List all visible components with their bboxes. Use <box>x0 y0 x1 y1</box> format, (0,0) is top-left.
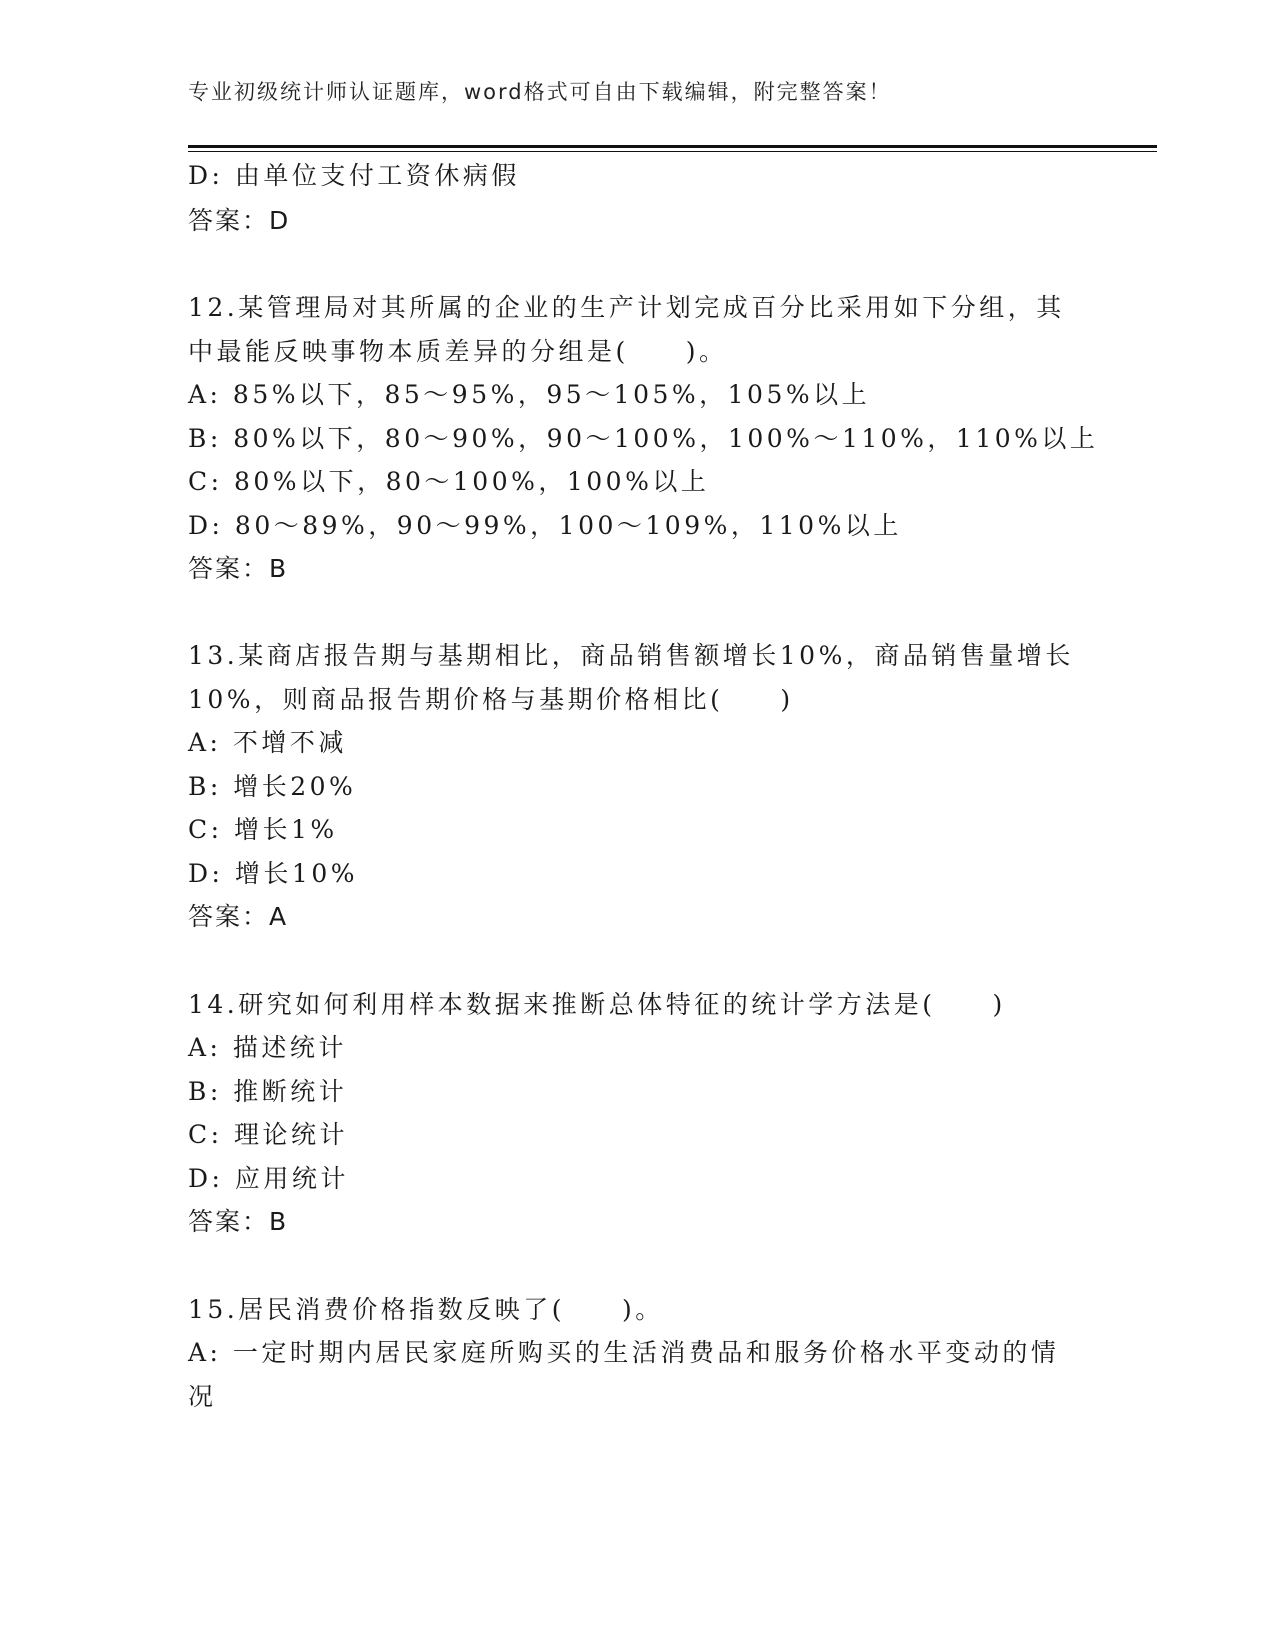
q13-option-c: C: 增长1% <box>188 815 338 844</box>
q15-text-line1: 15.居民消费价格指数反映了( )。 <box>188 1295 664 1324</box>
header-rule-thick <box>188 145 1157 148</box>
q13-option-a: A: 不增不减 <box>188 728 347 757</box>
q12-option-b: B: 80%以下，80～90%，90～100%，100%～110%，110%以上 <box>188 424 1099 453</box>
q14-answer: 答案：B <box>188 1207 289 1236</box>
prev-answer: 答案：D <box>188 206 291 235</box>
q14-option-b: B: 推断统计 <box>188 1077 348 1106</box>
q15-option-a-line1: A: 一定时期内居民家庭所购买的生活消费品和服务价格水平变动的情 <box>188 1338 1060 1367</box>
q13-text-line1: 13.某商店报告期与基期相比，商品销售额增长10%，商品销售量增长 <box>188 641 1074 670</box>
prev-option-d: D: 由单位支付工资休病假 <box>188 161 520 190</box>
q12-option-d: D: 80～89%，90～99%，100～109%，110%以上 <box>188 511 902 540</box>
q14-text-line1: 14.研究如何利用样本数据来推断总体特征的统计学方法是( ) <box>188 990 1006 1019</box>
q13-option-d: D: 增长10% <box>188 859 358 888</box>
q14-option-d: D: 应用统计 <box>188 1164 349 1193</box>
q13-option-b: B: 增长20% <box>188 772 357 801</box>
q13-text-line2: 10%，则商品报告期价格与基期价格相比( ) <box>188 685 794 714</box>
q12-answer: 答案：B <box>188 554 289 583</box>
q12-text-line1: 12.某管理局对其所属的企业的生产计划完成百分比采用如下分组，其 <box>188 293 1065 322</box>
q12-text-line2: 中最能反映事物本质差异的分组是( )。 <box>188 337 728 366</box>
q12-option-c: C: 80%以下，80～100%，100%以上 <box>188 467 710 496</box>
q12-option-a: A: 85%以下，85～95%，95～105%，105%以上 <box>188 380 871 409</box>
header-rule-thin <box>188 151 1157 152</box>
page-header: 专业初级统计师认证题库，word格式可自由下载编辑，附完整答案！ <box>188 80 892 104</box>
q13-answer: 答案：A <box>188 902 289 931</box>
q14-option-a: A: 描述统计 <box>188 1033 347 1062</box>
q14-option-c: C: 理论统计 <box>188 1120 348 1149</box>
q15-option-a-line2: 况 <box>188 1382 217 1411</box>
